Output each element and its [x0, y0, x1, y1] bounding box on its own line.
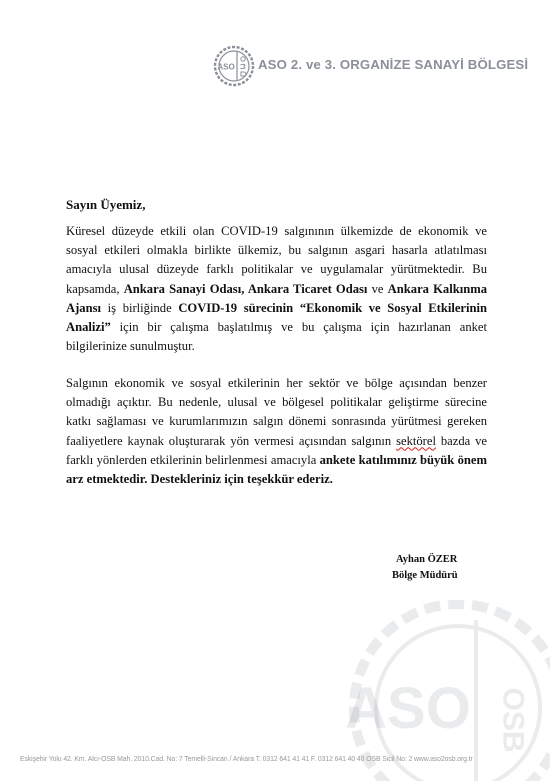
paragraph-2: [66, 374, 487, 489]
watermark-text-osb: OSB: [496, 687, 530, 753]
p2-text-1: Salgının ekonomik ve sosyal etkilerinin her sektör ve bölge açısından benzer olmadığı açıktır. Bu nedenle, ulusal ve bölgesel politikalar geliştirme sürecine katkı sağlaması ve kurumlarımızın salgın dönemi sonrasında yürütmesi gereken faaliyetlere kaynak oluşturarak yön vermesi açısından salgının: [66, 376, 487, 448]
p1-bold-3: COVID-19 sürecinin “Ekonomik ve Sosyal Etkilerinin Analizi”: [66, 300, 488, 335]
organization-name: ASO 2. ve 3. ORGANİZE SANAYİ BÖLGESİ: [258, 57, 529, 72]
p1-text-3: iş birliğinde: [101, 300, 179, 315]
p1-text-4: için bir çalışma başlatılmış ve bu çalışma için hazırlanan anket bilgilerinize sunulmuştur.: [66, 320, 487, 354]
salutation: Sayın Üyemiz,: [66, 197, 146, 212]
aso-osb-logo: [212, 44, 256, 88]
logo-text: ASO: [217, 62, 235, 72]
p1-bold-2: Ankara Kalkınma Ajansı: [66, 281, 488, 315]
signer-title: Bölge Müdürü: [392, 570, 458, 581]
letterhead: [212, 44, 542, 88]
p2-bold-1: ankete katılımınız büyük önem arz etmektedir. Destekleriniz için teşekkür ederiz.: [66, 452, 487, 487]
footer-address: Eskişehir Yolu 42. Km. Alcı-OSB Mah. 2010.Cad. No: 7 Temelli-Sincan / Ankara T. 0312 641 41 41 F. 0312 641 40 40 OSB Sicil No: 2 www.aso2osb.org.tr: [20, 756, 473, 763]
watermark-text-aso: ASO: [345, 676, 471, 741]
p1-text-2: ve: [367, 281, 388, 296]
p2-spellcheck-word: sektörel: [396, 433, 436, 448]
paragraph-1: [66, 222, 487, 356]
p1-bold-1: Ankara Sanayi Odası, Ankara Ticaret Odası: [123, 281, 368, 296]
watermark-logo: [318, 600, 550, 781]
signer-name: Ayhan ÖZER: [396, 554, 458, 565]
p2-text-2: bazda ve farklı yönlerden etkilerinin belirlenmesi amacıyla: [66, 433, 488, 467]
p1-text-1: Küresel düzeyde etkili olan COVID-19 salgınının ülkemizde de ekonomik ve sosyal etkileri olmakla birlikte ülkemiz, bu salgının asgari hasarla atlatılması amacıyla ulusal düzeyde farklı politikalar ve uygulamalar yürütmektedir. Bu kapsamda,: [66, 224, 487, 296]
